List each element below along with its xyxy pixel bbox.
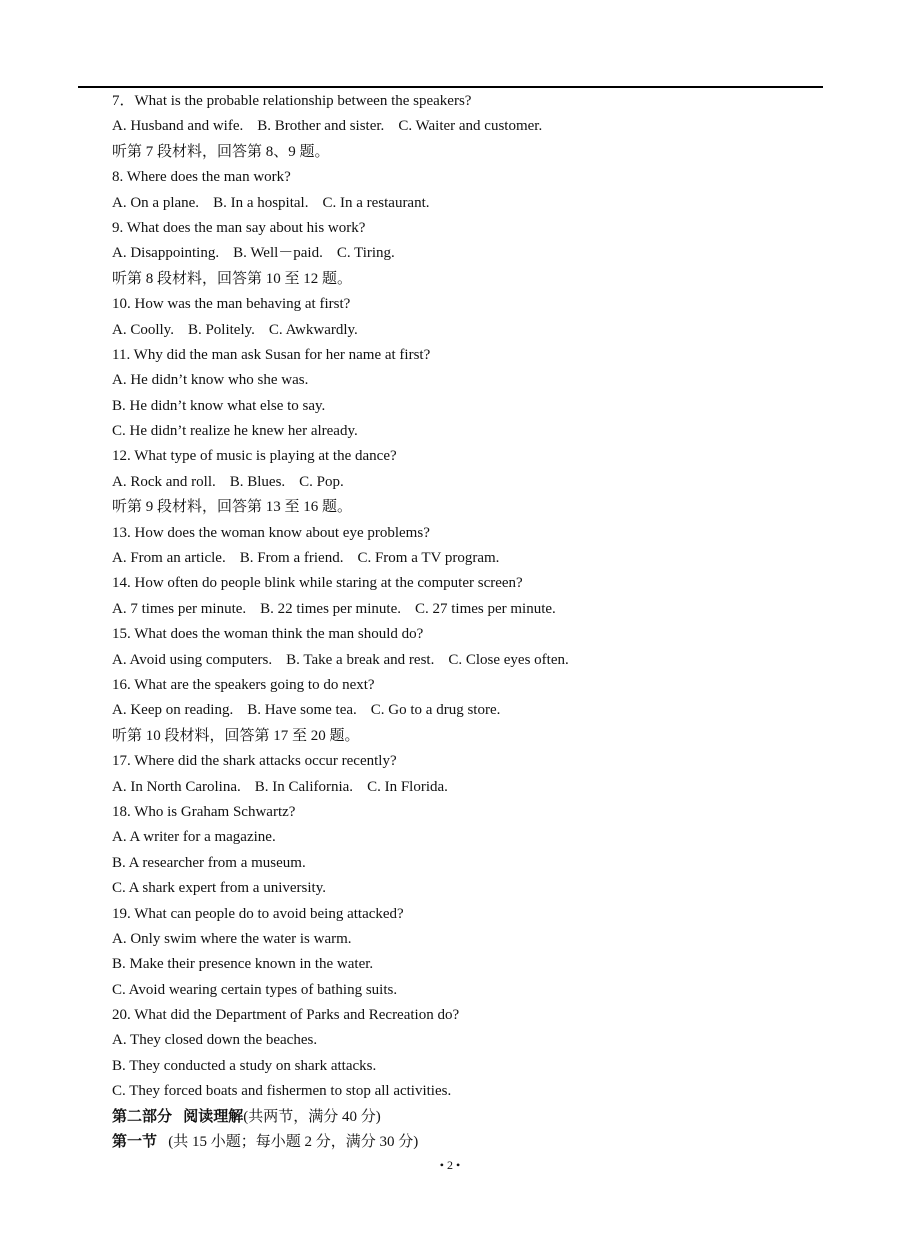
answer-option: B. Take a break and rest. [286, 651, 435, 668]
question-line: 11. Why did the man ask Susan for her name at first? [112, 346, 431, 363]
section-title: 阅读理解 [183, 1108, 244, 1125]
options-row [112, 114, 832, 139]
answer-option: C. In a restaurant. [322, 194, 430, 211]
top-rule [78, 86, 823, 88]
exam-content [112, 89, 832, 1155]
answer-option: A. In North Carolina. [112, 778, 241, 795]
options-row [112, 191, 832, 216]
answer-option: A. 7 times per minute. [112, 600, 247, 617]
answer-option: C. Tiring. [336, 245, 395, 262]
answer-option: A. Husband and wife. [112, 118, 244, 135]
section-number: 第二部分 [112, 1108, 173, 1125]
answer-option: B. Well－paid. [233, 245, 323, 262]
answer-option: C. Pop. [299, 473, 344, 490]
answer-option: A. Avoid using computers. [112, 651, 273, 668]
answer-option: B. In California. [254, 778, 354, 795]
subsection-number: 第一节 [112, 1134, 158, 1151]
answer-option: C. Waiter and customer. [398, 118, 543, 135]
answer-option: C. A shark expert from a university. [112, 880, 326, 897]
subsection-meta: (共 15 小题；每小题 2 分，满分 30 分) [168, 1134, 419, 1151]
instruction-line: 听第 8 段材料，回答第 10 至 12 题。 [112, 270, 353, 287]
answer-option: B. He didn’t know what else to say. [112, 397, 326, 414]
answer-option: B. In a hospital. [213, 194, 309, 211]
question-line: 19. What can people do to avoid being attacked? [112, 905, 404, 922]
answer-option: C. In Florida. [367, 778, 448, 795]
answer-option: A. Only swim where the water is warm. [112, 930, 352, 947]
options-row [112, 698, 832, 723]
options-row [112, 775, 832, 800]
answer-option: A. Keep on reading. [112, 702, 234, 719]
options-row [112, 546, 832, 571]
instruction-line: 听第 9 段材料，回答第 13 至 16 题。 [112, 499, 353, 516]
question-line: 12. What type of music is playing at the dance? [112, 448, 397, 465]
question-line: 7．What is the probable relationship between the speakers? [112, 93, 472, 109]
answer-option: A. Disappointing. [112, 245, 220, 262]
question-list [112, 89, 832, 1105]
instruction-line: 听第 10 段材料，回答第 17 至 20 题。 [112, 727, 360, 744]
answer-option: B. From a friend. [239, 550, 344, 567]
answer-option: B. They conducted a study on shark attacks. [112, 1057, 377, 1074]
answer-option: A. From an article. [112, 550, 226, 567]
options-row [112, 241, 832, 266]
question-line: 10. How was the man behaving at first? [112, 296, 351, 313]
instruction-line: 听第 7 段材料，回答第 8、9 题。 [112, 143, 330, 160]
section-meta: (共两节，满分 40 分) [243, 1108, 381, 1125]
answer-option: A. A writer for a magazine. [112, 829, 276, 846]
answer-option: B. A researcher from a museum. [112, 854, 306, 871]
answer-option: B. Politely. [187, 321, 255, 338]
answer-option: B. 22 times per minute. [260, 600, 401, 617]
answer-option: C. Close eyes often. [448, 651, 569, 668]
answer-option: B. Make their presence known in the water. [112, 956, 374, 973]
answer-option: C. 27 times per minute. [414, 600, 556, 617]
question-line: 20. What did the Department of Parks and Recreation do? [112, 1007, 460, 1024]
question-line: 18. Who is Graham Schwartz? [112, 803, 296, 820]
answer-option: C. He didn’t realize he knew her already. [112, 423, 358, 440]
options-row [112, 597, 832, 622]
section-heading-part-two [112, 1105, 832, 1130]
options-row [112, 470, 832, 495]
section-heading-part-one [112, 1130, 832, 1155]
answer-option: A. On a plane. [112, 194, 200, 211]
question-line: 17. Where did the shark attacks occur recently? [112, 753, 397, 770]
answer-option: A. He didn’t know who she was. [112, 372, 309, 389]
answer-option: C. Go to a drug store. [370, 702, 501, 719]
answer-option: C. Awkwardly. [268, 321, 358, 338]
page-number: • 2 • [439, 1158, 461, 1172]
question-line: 16. What are the speakers going to do next? [112, 676, 375, 693]
answer-option: A. They closed down the beaches. [112, 1032, 318, 1049]
options-row [112, 318, 832, 343]
answer-option: C. Avoid wearing certain types of bathing suits. [112, 981, 398, 998]
question-line: 13. How does the woman know about eye problems? [112, 524, 430, 541]
question-line: 14. How often do people blink while staring at the computer screen? [112, 575, 523, 592]
question-line: 8. Where does the man work? [112, 169, 291, 186]
answer-option: C. From a TV program. [357, 550, 500, 567]
answer-option: B. Brother and sister. [257, 118, 385, 135]
answer-option: B. Have some tea. [247, 702, 357, 719]
answer-option: B. Blues. [229, 473, 286, 490]
answer-option: A. Rock and roll. [112, 473, 216, 490]
question-line: 15. What does the woman think the man should do? [112, 626, 424, 643]
answer-option: C. They forced boats and fishermen to stop all activities. [112, 1083, 452, 1100]
options-row [112, 648, 832, 673]
answer-option: A. Coolly. [112, 321, 174, 338]
question-line: 9. What does the man say about his work? [112, 219, 366, 236]
